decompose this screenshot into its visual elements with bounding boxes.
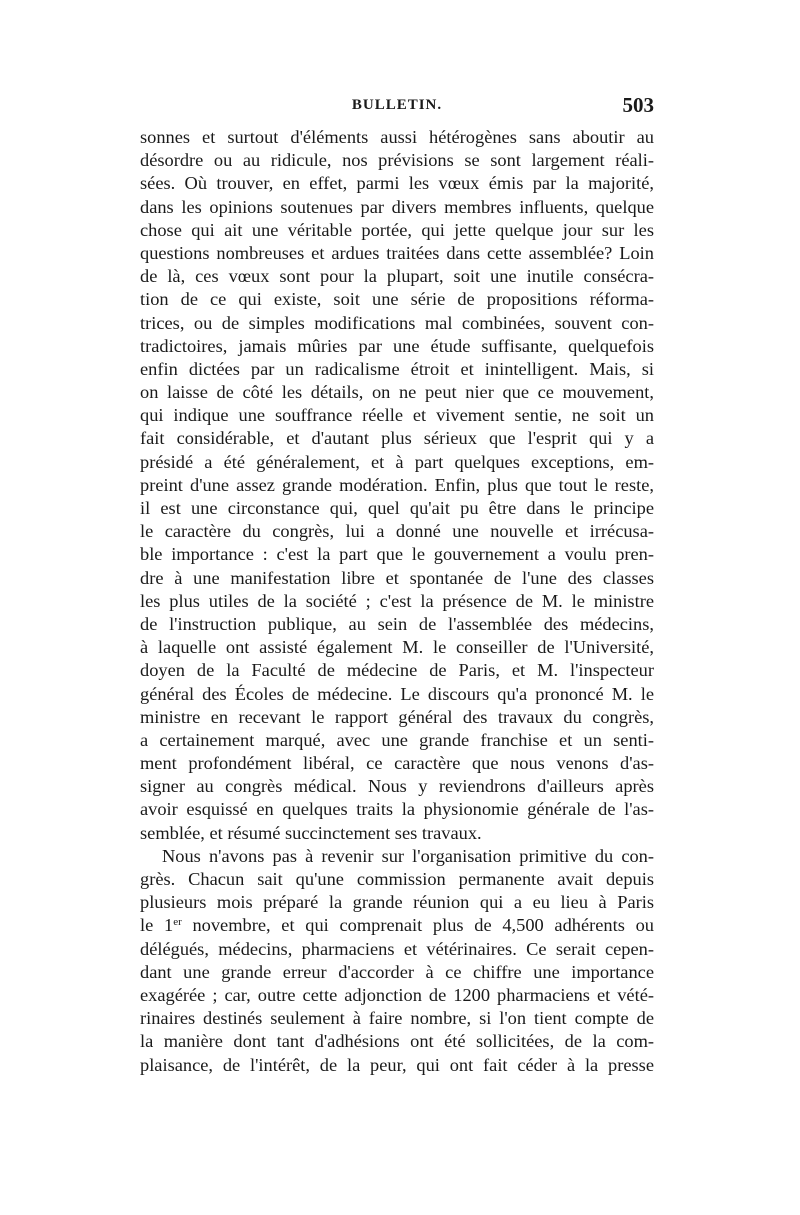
- text-line: tradictoires, jamais mûries par une étude suffisante, quelquefois: [140, 335, 654, 356]
- text-line: ministre en recevant le rapport général des travaux du congrès,: [140, 706, 654, 727]
- text-line: preint d'une assez grande modération. Enfin, plus que tout le reste,: [140, 474, 654, 495]
- text-line: de là, ces vœux sont pour la plupart, soit une inutile consécra-: [140, 266, 654, 287]
- superscript: er: [173, 916, 182, 929]
- text-line: ble importance : c'est la part que le gouvernement a voulu pren-: [140, 544, 654, 565]
- text-line: semblée, et résumé succinctement ses travaux.: [140, 822, 482, 843]
- text-line: avoir esquissé en quelques traits la physionomie générale de l'as-: [140, 799, 654, 820]
- text-line: de l'instruction publique, au sein de l'assemblée des médecins,: [140, 613, 654, 634]
- text-line: qui indique une souffrance réelle et vivement sentie, ne soit un: [140, 405, 654, 426]
- text-line: désordre ou au ridicule, nos prévisions se sont largement réali-: [140, 150, 654, 171]
- text-line: général des Écoles de médecine. Le discours qu'a prononcé M. le: [140, 683, 654, 704]
- text-line: grès. Chacun sait qu'une commission permanente avait depuis: [140, 869, 654, 889]
- running-title: BULLETIN.: [351, 97, 443, 113]
- text-line: il est une circonstance qui, quel qu'ait pu être dans le principe: [140, 498, 654, 518]
- text-line: dant une grande erreur d'accorder à ce chiffre une importance: [140, 961, 654, 982]
- text-line: on laisse de côté les détails, on ne peut nier que ce mouvement,: [140, 382, 654, 403]
- text-line: sées. Où trouver, en effet, parmi les vœux émis par la majorité,: [140, 173, 654, 194]
- text-line: rinaires destinés seulement à faire nombre, si l'on tient compte de: [140, 1008, 654, 1029]
- text-line: à laquelle ont assisté également M. le conseiller de l'Université,: [140, 637, 654, 658]
- text-line: exagérée ; car, outre cette adjonction de 1200 pharmaciens et vété-: [140, 984, 654, 1005]
- page-header: [140, 93, 654, 123]
- text-line: ment profondément libéral, ce caractère que nous venons d'as-: [140, 753, 654, 774]
- text-line: Nous n'avons pas à revenir sur l'organisation primitive du con-: [162, 845, 654, 866]
- text-line: tion de ce qui existe, soit une série de propositions réforma-: [140, 289, 654, 310]
- text-line: le caractère du congrès, lui a donné une nouvelle et irrécusa-: [140, 521, 654, 542]
- text-line: délégués, médecins, pharmaciens et vétérinaires. Ce serait cepen-: [140, 938, 654, 959]
- text-line: questions nombreuses et ardues traitées dans cette assemblée? Loin: [140, 242, 654, 263]
- body-text: [140, 126, 654, 1077]
- text-line: [140, 914, 654, 937]
- text-line: les plus utiles de la société ; c'est la présence de M. le ministre: [140, 590, 654, 611]
- text-line: dre à une manifestation libre et spontanée de l'une des classes: [140, 567, 654, 588]
- text-line: sonnes et surtout d'éléments aussi hétérogènes sans aboutir au: [140, 127, 654, 147]
- text-line: enfin dictées par un radicalisme étroit et inintelligent. Mais, si: [140, 358, 654, 379]
- text-line: la manière dont tant d'adhésions ont été sollicitées, de la com-: [140, 1031, 654, 1052]
- text-line: fait considérable, et d'autant plus sérieux que l'esprit qui y a: [140, 428, 654, 449]
- text-fragment: le 1: [140, 915, 174, 936]
- text-fragment: novembre, et qui comprenait plus de 4,500 adhérents ou: [192, 915, 654, 936]
- page-number: 503: [622, 93, 654, 117]
- text-line: doyen de la Faculté de médecine de Paris, et M. l'inspecteur: [140, 660, 654, 681]
- text-line: signer au congrès médical. Nous y reviendrons d'ailleurs après: [140, 776, 654, 797]
- text-line: a certainement marqué, avec une grande franchise et un senti-: [140, 729, 654, 750]
- text-line: chose qui ait une véritable portée, qui jette quelque jour sur les: [140, 219, 654, 240]
- text-line: trices, ou de simples modifications mal combinées, souvent con-: [140, 312, 654, 333]
- text-line: dans les opinions soutenues par divers membres influents, quelque: [140, 196, 654, 217]
- text-line: plusieurs mois préparé la grande réunion qui a eu lieu à Paris: [140, 892, 654, 913]
- text-line: plaisance, de l'intérêt, de la peur, qui ont fait céder à la presse: [140, 1054, 654, 1075]
- text-line: présidé a été généralement, et à part quelques exceptions, em-: [140, 451, 654, 472]
